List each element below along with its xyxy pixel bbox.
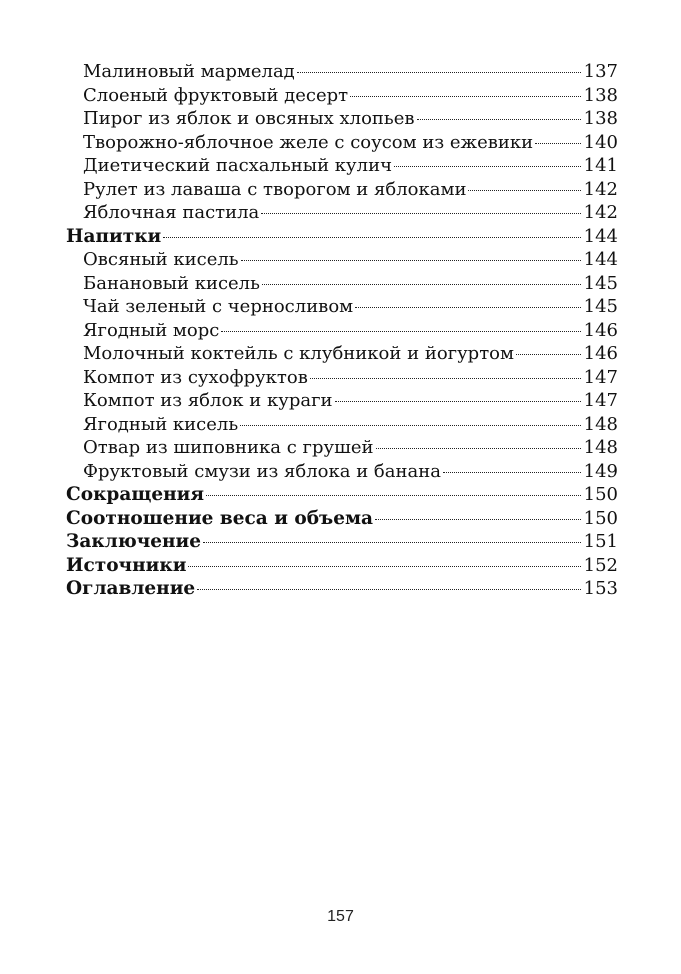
dot-leader: [163, 237, 580, 238]
toc-section-title: Оглавление: [66, 578, 196, 599]
toc-entry-page: 140: [583, 131, 618, 153]
toc-entry-title: Слоеный фруктовый десерт: [83, 84, 349, 106]
toc-entry: [66, 436, 618, 460]
toc-section: [66, 507, 618, 531]
toc-section: [66, 483, 618, 507]
dot-leader: [241, 260, 581, 261]
toc-section-page: 144: [583, 225, 618, 247]
toc-entry-page: 146: [583, 343, 618, 364]
toc-section-page: 150: [583, 484, 618, 505]
toc-entry: [66, 389, 618, 413]
toc-section: [66, 577, 618, 601]
toc-entry: [66, 154, 618, 178]
dot-leader: [375, 519, 581, 520]
dot-leader: [297, 72, 581, 73]
dot-leader: [188, 566, 580, 567]
toc-entry-page: 138: [583, 84, 618, 106]
toc-section-title: Напитки: [66, 225, 162, 247]
toc-section: [66, 530, 618, 554]
dot-leader: [262, 284, 581, 285]
toc-entry-title: Компот из яблок и кураги: [83, 390, 333, 411]
toc-entry-page: 141: [583, 155, 618, 176]
dot-leader: [240, 425, 580, 426]
page-number: 157: [327, 908, 354, 925]
dot-leader: [355, 307, 580, 308]
toc-section-page: 153: [583, 578, 618, 599]
dot-leader: [221, 331, 580, 332]
toc-entry: [66, 295, 618, 319]
toc-entry-title: Диетический пасхальный кулич: [83, 155, 392, 176]
toc-section-title: Заключение: [66, 531, 202, 552]
dot-leader: [417, 119, 581, 120]
dot-leader: [443, 472, 581, 473]
toc-entry: [66, 60, 618, 84]
toc-entry: [66, 201, 618, 225]
dot-leader: [310, 378, 581, 379]
toc-section-title: Источники: [66, 554, 187, 576]
toc-entry: [66, 460, 618, 484]
toc-entry-page: 145: [583, 296, 618, 317]
dot-leader: [394, 166, 581, 167]
toc-entry-page: 148: [583, 413, 618, 435]
toc-entry: [66, 248, 618, 272]
toc-entry-page: 145: [583, 272, 618, 294]
toc-entry-title: Чай зеленый с черносливом: [83, 296, 354, 317]
toc-entry-page: 142: [583, 178, 618, 200]
toc-entry-page: 147: [583, 366, 618, 388]
toc-entry-title: Творожно-яблочное желе с соусом из ежевики: [83, 131, 534, 153]
toc-entry-title: Рулет из лаваша с творогом и яблоками: [83, 178, 467, 200]
toc-entry: [66, 178, 618, 202]
toc-entry-page: 146: [583, 319, 618, 341]
toc-entry-title: Овсяный кисель: [83, 249, 239, 270]
toc-section-page: 151: [583, 531, 618, 552]
toc-entry: [66, 107, 618, 131]
toc-section-page: 150: [583, 507, 618, 529]
toc-entry-title: Ягодный кисель: [83, 413, 239, 435]
toc-entry: [66, 272, 618, 296]
toc-entry: [66, 84, 618, 108]
toc-entry-title: Отвар из шиповника с грушей: [83, 437, 374, 458]
toc-entry-page: 137: [583, 61, 618, 82]
toc-entry-page: 147: [583, 390, 618, 411]
toc-entry-title: Пирог из яблок и овсяных хлопьев: [83, 108, 415, 129]
dot-leader: [535, 143, 581, 144]
toc-entry-page: 148: [583, 437, 618, 458]
toc-section-page: 152: [583, 554, 618, 576]
toc-section-title: Соотношение веса и объема: [66, 507, 374, 529]
toc-entry-title: Банановый кисель: [83, 272, 260, 294]
toc-entry-page: 144: [583, 249, 618, 270]
toc-entry-title: Фруктовый смузи из яблока и банана: [83, 460, 441, 482]
toc-entry-title: Ягодный морс: [83, 319, 220, 341]
toc-entry-title: Компот из сухофруктов: [83, 366, 308, 388]
toc-section-title: Сокращения: [66, 484, 205, 505]
toc-entry: [66, 319, 618, 343]
toc-entry-page: 142: [583, 202, 618, 223]
dot-leader: [206, 495, 581, 496]
dot-leader: [197, 589, 580, 590]
toc-entry: [66, 342, 618, 366]
toc-section: [66, 554, 618, 578]
toc-entry-page: 138: [583, 108, 618, 129]
toc-entry-title: Молочный коктейль с клубникой и йогуртом: [83, 343, 514, 364]
dot-leader: [468, 190, 580, 191]
dot-leader: [335, 401, 581, 402]
table-of-contents: [66, 60, 618, 601]
dot-leader: [203, 542, 581, 543]
toc-entry-page: 149: [583, 460, 618, 482]
toc-entry: [66, 413, 618, 437]
toc-entry: [66, 131, 618, 155]
dot-leader: [350, 96, 581, 97]
toc-section: [66, 225, 618, 249]
dot-leader: [261, 213, 580, 214]
toc-entry-title: Яблочная пастила: [83, 202, 260, 223]
toc-entry: [66, 366, 618, 390]
dot-leader: [376, 448, 581, 449]
toc-entry-title: Малиновый мармелад: [83, 61, 295, 82]
dot-leader: [516, 354, 581, 355]
